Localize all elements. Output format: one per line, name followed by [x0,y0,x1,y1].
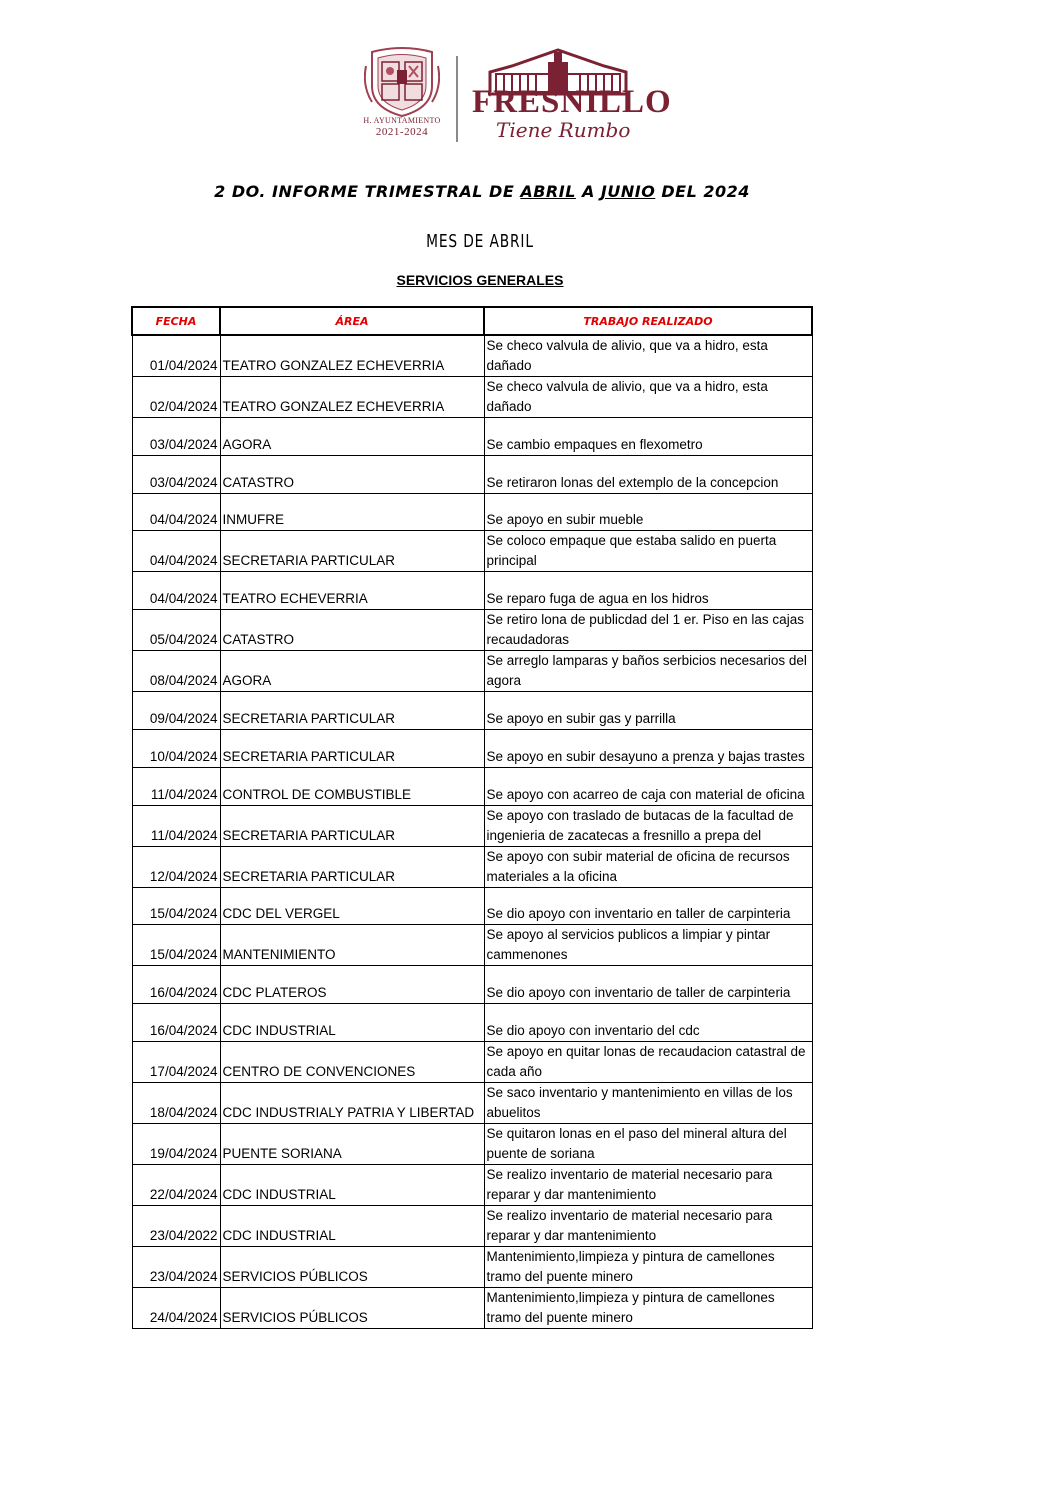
table-row [132,1287,812,1328]
cell-date: 18/04/2024 [132,1082,220,1123]
cell-date: 01/04/2024 [132,335,220,377]
cell-area: SECRETARIA PARTICULAR [220,531,484,572]
cell-work: Se apoyo con traslado de butacas de la facultad de ingenieria de zacatecas a fresnillo a prepa del [484,805,812,846]
table-row [132,610,812,651]
table-row [132,887,812,925]
cell-date: 23/04/2022 [132,1205,220,1246]
table-row [132,729,812,767]
cell-date: 11/04/2024 [132,805,220,846]
table-row [132,925,812,966]
cell-area: TEATRO GONZALEZ ECHEVERRIA [220,377,484,418]
cell-area: SECRETARIA PARTICULAR [220,692,484,730]
table-row [132,1041,812,1082]
cell-area: CDC DEL VERGEL [220,887,484,925]
report-title [0,182,964,201]
page-header [363,46,672,146]
cell-area: MANTENIMIENTO [220,925,484,966]
cell-work: Se realizo inventario de material necesario para reparar y dar mantenimiento [484,1205,812,1246]
table-row [132,692,812,730]
table-row [132,572,812,610]
table-row [132,455,812,493]
cell-work: Se saco inventario y mantenimiento en villas de los abuelitos [484,1082,812,1123]
table-row [132,335,812,377]
table-row [132,1082,812,1123]
table-row [132,493,812,531]
cell-work: Se apoyo en subir desayuno a prenza y bajas trastes [484,729,812,767]
cell-work: Se arreglo lamparas y baños serbicios necesarios del agora [484,651,812,692]
table-row [132,1123,812,1164]
coat-of-arms-icon [364,46,440,118]
cell-date: 04/04/2024 [132,493,220,531]
cell-work: Se apoyo en quitar lonas de recaudacion catastral de cada año [484,1041,812,1082]
cell-date: 22/04/2024 [132,1164,220,1205]
cell-work: Se retiro lona de publicdad del 1 er. Piso en las cajas recaudadoras [484,610,812,651]
seal-years: 2021-2024 [375,126,429,138]
logo-tagline: Tiene Rumbo [496,118,631,142]
cell-date: 02/04/2024 [132,377,220,418]
cell-area: SECRETARIA PARTICULAR [220,846,484,887]
report-title-connector: A [575,182,601,201]
column-header-work: TRABAJO REALIZADO [484,307,812,335]
cell-work: Se retiraron lonas del extemplo de la concepcion [484,455,812,493]
cell-area: AGORA [220,418,484,456]
table-row [132,377,812,418]
cell-area: SECRETARIA PARTICULAR [220,729,484,767]
cell-work: Mantenimiento,limpieza y pintura de camellones tramo del puente minero [484,1287,812,1328]
table-row [132,805,812,846]
cell-date: 19/04/2024 [132,1123,220,1164]
report-title-suffix: DEL 2024 [655,182,750,201]
cell-work: Se checo valvula de alivio, que va a hidro, esta dañado [484,377,812,418]
cell-area: CATASTRO [220,610,484,651]
cell-area: TEATRO ECHEVERRIA [220,572,484,610]
cell-area: CDC INDUSTRIAL [220,1164,484,1205]
cell-work: Se apoyo con acarreo de caja con material de oficina [484,767,812,805]
report-title-prefix: 2 DO. INFORME TRIMESTRAL DE [214,182,521,201]
cell-date: 17/04/2024 [132,1041,220,1082]
cell-work: Se apoyo con subir material de oficina de recursos materiales a la oficina [484,846,812,887]
cell-date: 12/04/2024 [132,846,220,887]
cell-date: 10/04/2024 [132,729,220,767]
cell-work: Se dio apoyo con inventario de taller de carpinteria [484,966,812,1004]
table-body [132,335,812,1328]
cell-area: CDC INDUSTRIAL [220,1205,484,1246]
cell-work: Se reparo fuga de agua en los hidros [484,572,812,610]
cell-date: 08/04/2024 [132,651,220,692]
cell-work: Se coloco empaque que estaba salido en puerta principal [484,531,812,572]
cell-work: Se dio apoyo con inventario del cdc [484,1004,812,1042]
cell-area: CDC PLATEROS [220,966,484,1004]
table-row [132,1246,812,1287]
report-title-from-month: ABRIL [520,182,576,201]
cell-area: CENTRO DE CONVENCIONES [220,1041,484,1082]
report-title-to-month: JUNIO [600,182,656,201]
column-header-area: ÁREA [220,307,484,335]
cell-work: Mantenimiento,limpieza y pintura de camellones tramo del puente minero [484,1246,812,1287]
cell-work: Se quitaron lonas en el paso del mineral altura del puente de soriana [484,1123,812,1164]
table-row [132,531,812,572]
cell-date: 11/04/2024 [132,767,220,805]
services-table [131,306,813,1329]
cell-area: CDC INDUSTRIALY PATRIA Y LIBERTAD [220,1082,484,1123]
cell-work: Se apoyo en subir gas y parrilla [484,692,812,730]
cell-area: INMUFRE [220,493,484,531]
cell-work: Se apoyo en subir mueble [484,493,812,531]
table-header-row [132,307,812,335]
cell-date: 23/04/2024 [132,1246,220,1287]
cell-date: 03/04/2024 [132,418,220,456]
table-row [132,966,812,1004]
table-row [132,846,812,887]
cell-work: Se apoyo al servicios publicos a limpiar y pintar cammenones [484,925,812,966]
cell-area: SERVICIOS PÚBLICOS [220,1287,484,1328]
cell-work: Se dio apoyo con inventario en taller de carpinteria [484,887,812,925]
logo-name: FRESNILLO [472,84,672,120]
table-row [132,418,812,456]
table-row [132,1205,812,1246]
cell-area: SECRETARIA PARTICULAR [220,805,484,846]
cell-date: 04/04/2024 [132,572,220,610]
cell-date: 05/04/2024 [132,610,220,651]
cell-area: TEATRO GONZALEZ ECHEVERRIA [220,335,484,377]
cell-work: Se cambio empaques en flexometro [484,418,812,456]
cell-work: Se realizo inventario de material necesario para reparar y dar mantenimiento [484,1164,812,1205]
table-row [132,767,812,805]
cell-date: 03/04/2024 [132,455,220,493]
seal-caption: H. AYUNTAMIENTO [363,116,441,125]
cell-date: 09/04/2024 [132,692,220,730]
cell-area: CDC INDUSTRIAL [220,1004,484,1042]
cell-area: PUENTE SORIANA [220,1123,484,1164]
cell-date: 16/04/2024 [132,1004,220,1042]
table-row [132,1164,812,1205]
cell-date: 16/04/2024 [132,966,220,1004]
cell-area: SERVICIOS PÚBLICOS [220,1246,484,1287]
month-heading: MES DE ABRIL [426,231,534,252]
cell-area: CATASTRO [220,455,484,493]
cell-date: 04/04/2024 [132,531,220,572]
table-row [132,651,812,692]
cell-date: 24/04/2024 [132,1287,220,1328]
cell-area: AGORA [220,651,484,692]
cell-area: CONTROL DE COMBUSTIBLE [220,767,484,805]
column-header-date: FECHA [132,307,220,335]
cell-date: 15/04/2024 [132,925,220,966]
header-divider [456,56,458,142]
section-heading: SERVICIOS GENERALES [396,272,564,288]
municipal-seal-logo [364,46,440,142]
cell-date: 15/04/2024 [132,887,220,925]
cell-work: Se checo valvula de alivio, que va a hidro, esta dañado [484,335,812,377]
table-row [132,1004,812,1042]
